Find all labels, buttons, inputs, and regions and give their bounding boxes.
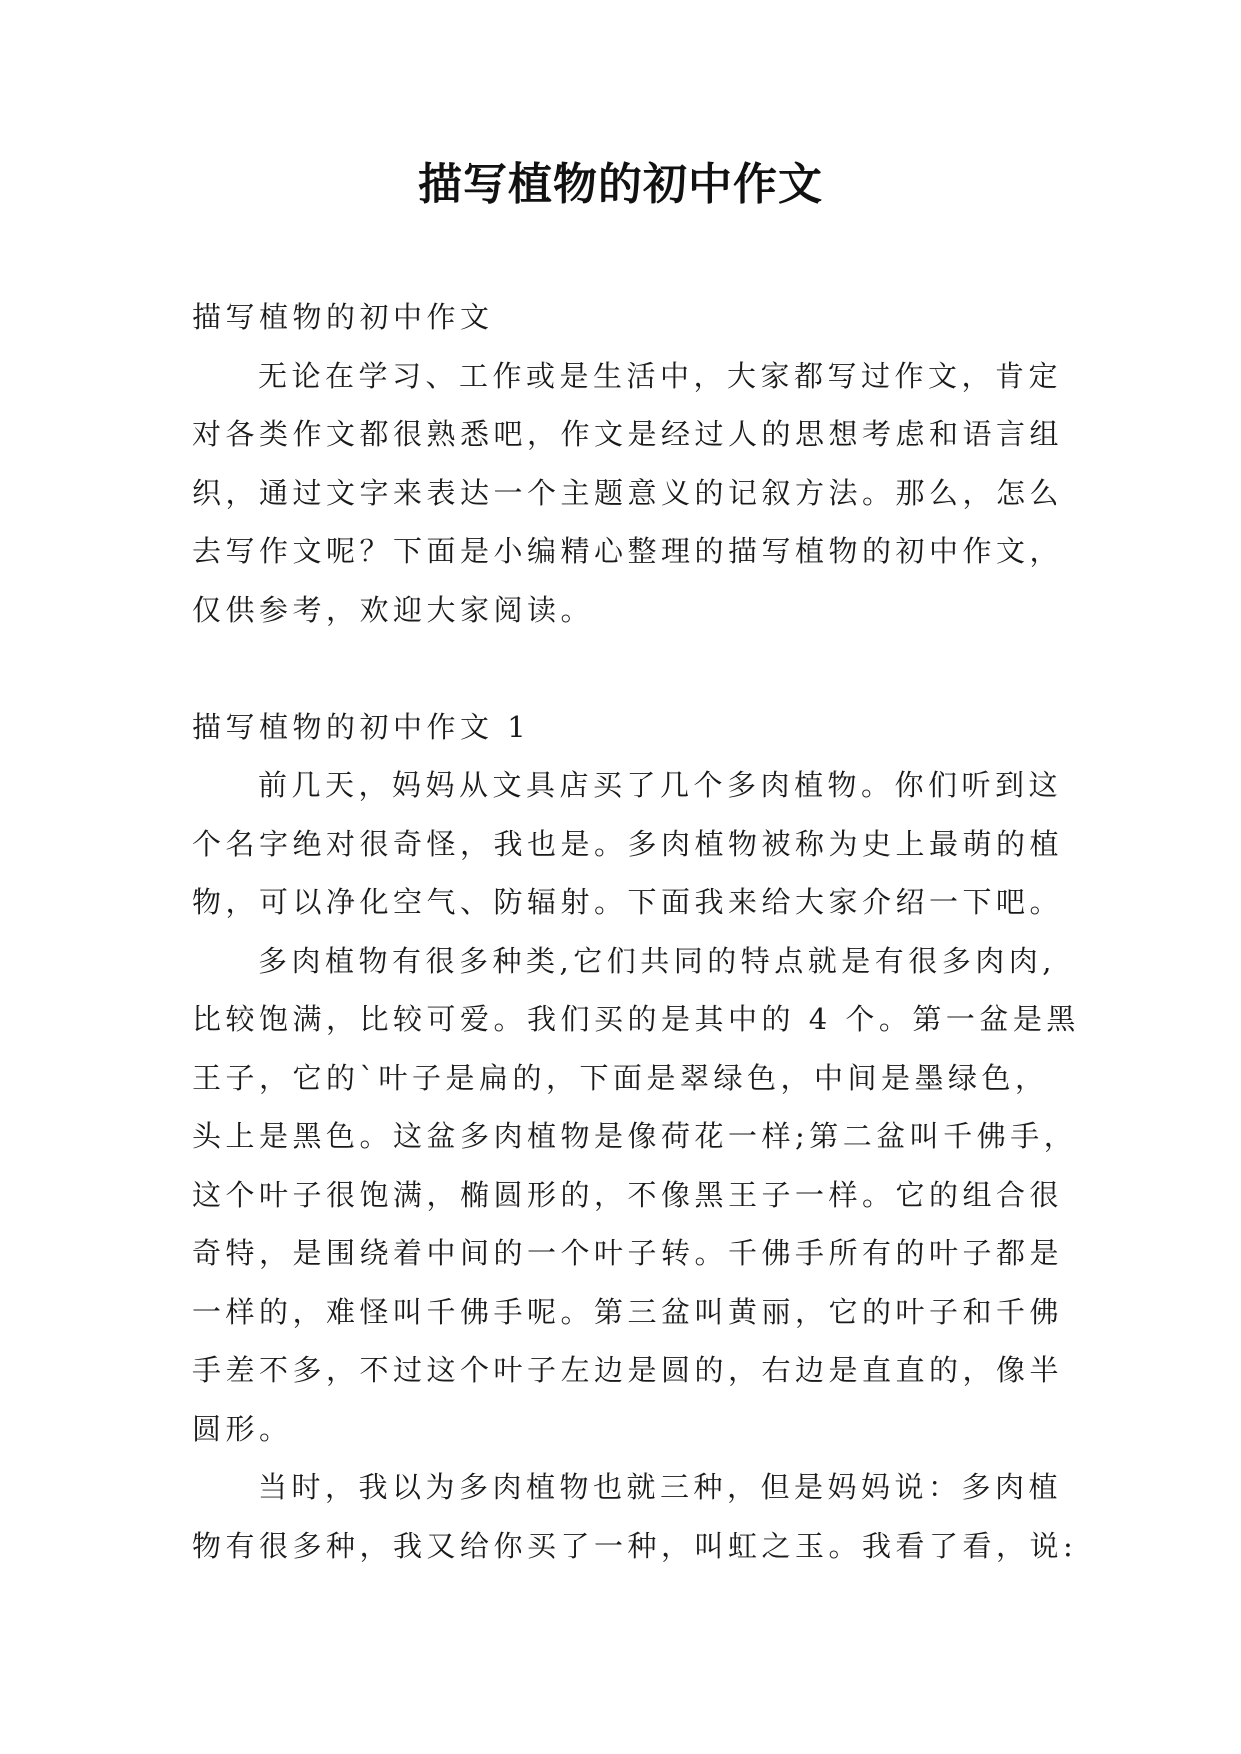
- intro-paragraph: [192, 347, 1062, 640]
- paragraph-line: 多肉植物有很多种类,它们共同的特点就是有很多肉肉,: [258, 943, 1056, 978]
- paragraph-line: 前几天，妈妈从文具店买了几个多肉植物。你们听到这: [258, 768, 1063, 802]
- paragraph-line: 物有很多种，我又给你买了一种，叫虹之玉。我看了看，说:: [192, 1528, 1078, 1563]
- document-body: [192, 288, 1080, 1575]
- paragraph-1: [192, 756, 1062, 932]
- paragraph-line: 对各类作文都很熟悉吧，作文是经过人的思想考虑和语言组: [192, 417, 1064, 451]
- paragraph-line: 织，通过文字来表达一个主题意义的记叙方法。那么，怎么: [192, 475, 1064, 510]
- paragraph-line: 圆形。: [192, 1411, 293, 1446]
- paragraph-line: 王子，它的`叶子是扁的，下面是翠绿色，中间是墨绿色，: [192, 1060, 1049, 1095]
- paragraph-line: 手差不多，不过这个叶子左边是圆的，右边是直直的，像半: [192, 1353, 1064, 1387]
- paragraph-line: 奇特，是围绕着中间的一个叶子转。千佛手所有的叶子都是: [192, 1236, 1064, 1270]
- paragraph-line: 物，可以净化空气、防辐射。下面我来给大家介绍一下吧。: [192, 885, 1064, 919]
- paragraph-line: 去写作文呢？下面是小编精心整理的描写植物的初中作文，: [192, 534, 1064, 568]
- paragraph-line: 仅供参考，欢迎大家阅读。: [192, 592, 595, 627]
- paragraph-3: [192, 1458, 1078, 1575]
- paragraph-line: 一样的，难怪叫千佛手呢。第三盆叫黄丽，它的叶子和千佛: [192, 1294, 1064, 1329]
- paragraph-line: 头上是黑色。这盆多肉植物是像荷花一样;第二盆叫千佛手，: [192, 1119, 1078, 1153]
- section-heading: 描写植物的初中作文 1: [192, 709, 531, 744]
- paragraph-line: 这个叶子很饱满，椭圆形的，不像黑王子一样。它的组合很: [192, 1177, 1064, 1212]
- section-spacer: [192, 639, 1062, 698]
- intro-heading: 描写植物的初中作文: [192, 300, 494, 334]
- paragraph-2: [192, 932, 1080, 1459]
- paragraph-line: 比较饱满，比较可爱。我们买的是其中的 4 个。第一盆是黑: [192, 1002, 1080, 1036]
- document-title: 描写植物的初中作文: [418, 159, 823, 210]
- paragraph-line: 无论在学习、工作或是生活中，大家都写过作文，肯定: [258, 358, 1063, 393]
- paragraph-line: 当时，我以为多肉植物也就三种，但是妈妈说：多肉植: [258, 1470, 1063, 1504]
- paragraph-line: 个名字绝对很奇怪，我也是。多肉植物被称为史上最萌的植: [192, 826, 1064, 861]
